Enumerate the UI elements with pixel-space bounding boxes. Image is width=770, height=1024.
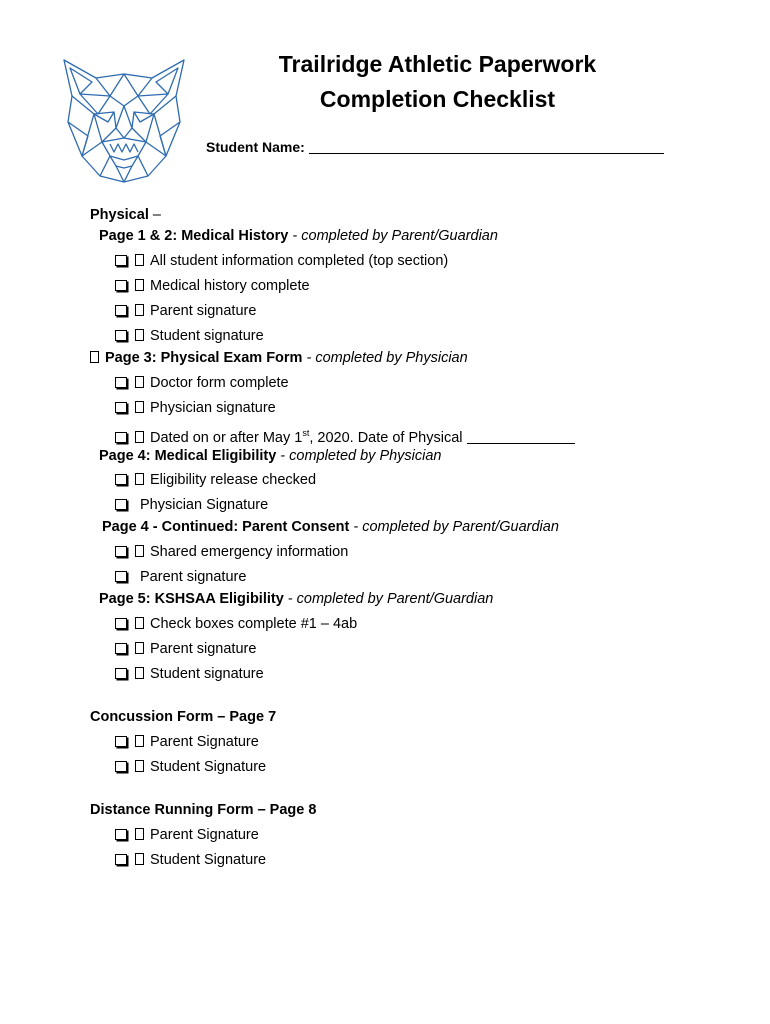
dated-suffix: , 2020. Date of Physical [309, 429, 463, 446]
section-page4c-heading [102, 518, 559, 536]
checkbox[interactable] [115, 618, 127, 629]
missing-glyph-icon [135, 304, 144, 316]
checklist-item-label: Student Signature [150, 852, 267, 868]
checklist-item-label: Parent Signature [150, 827, 259, 843]
checklist-item [115, 471, 316, 489]
date-of-physical-blank[interactable] [467, 431, 575, 444]
checklist-item-label: Parent signature [150, 303, 257, 319]
student-name-blank[interactable] [309, 141, 664, 154]
checkbox[interactable] [115, 736, 127, 747]
dated-superscript: st [302, 428, 310, 438]
physical-heading-dash: – [148, 207, 161, 223]
checkbox[interactable] [115, 668, 127, 679]
missing-glyph-icon [135, 401, 144, 413]
checklist-item-label: Check boxes complete #1 – 4ab [150, 616, 358, 632]
checkbox[interactable] [115, 255, 127, 266]
dated-prefix: Dated on or after May 1 [150, 429, 303, 446]
missing-glyph-icon [135, 431, 144, 443]
checkbox[interactable] [115, 499, 127, 510]
section-page12-label: Page 1 & 2: Medical History [99, 228, 289, 244]
missing-glyph-icon [135, 735, 144, 747]
missing-glyph-icon [135, 642, 144, 654]
student-name-label: Student Name: [206, 139, 305, 155]
missing-glyph-icon [135, 667, 144, 679]
section-page12-note: - completed by Parent/Guardian [288, 228, 498, 244]
checklist-item [115, 733, 259, 751]
checklist-item [115, 252, 448, 270]
section-page4c-label: Page 4 - Continued: Parent Consent [102, 519, 350, 535]
checkbox[interactable] [115, 643, 127, 654]
checklist-item-label: Student signature [150, 328, 264, 344]
checkbox[interactable] [115, 854, 127, 865]
checklist-item-label: Student signature [150, 666, 264, 682]
checklist-item [115, 758, 266, 776]
checklist-item [115, 826, 259, 844]
checklist-item [115, 615, 357, 633]
section-page4-label: Page 4: Medical Eligibility [99, 448, 277, 464]
checkbox[interactable] [115, 474, 127, 485]
checkbox[interactable] [115, 829, 127, 840]
checklist-item-label: Medical history complete [150, 278, 310, 294]
checklist-item-dated [115, 424, 575, 447]
section-page5-label: Page 5: KSHSAA Eligibility [99, 591, 284, 607]
missing-glyph-icon [135, 376, 144, 388]
document-title-line-2: Completion Checklist [319, 86, 556, 112]
section-page3-note: - completed by Physician [302, 350, 468, 366]
missing-glyph-icon [135, 329, 144, 341]
checkbox[interactable] [115, 432, 127, 443]
student-name-row [206, 139, 664, 155]
checklist-item-label: Parent Signature [150, 734, 259, 750]
section-page3-label: Page 3: Physical Exam Form [105, 350, 303, 366]
checklist-item-label: Parent signature [140, 569, 247, 585]
checklist-item [115, 851, 266, 869]
concussion-heading: Concussion Form – Page 7 [90, 709, 277, 725]
missing-glyph-icon [135, 254, 144, 266]
checklist-item-label: Physician Signature [140, 497, 269, 513]
checklist-item [115, 568, 246, 586]
document-title-line-1: Trailridge Athletic Paperwork [278, 51, 597, 77]
checklist-item-label: Physician signature [150, 400, 276, 416]
checklist-item [115, 302, 256, 320]
checkbox[interactable] [115, 546, 127, 557]
missing-glyph-icon [135, 279, 144, 291]
checklist-item [115, 496, 268, 514]
physical-heading-label: Physical [90, 207, 149, 223]
checklist-item [115, 277, 310, 295]
checkbox[interactable] [115, 571, 127, 582]
missing-glyph-icon [135, 853, 144, 865]
checkbox[interactable] [115, 280, 127, 291]
checkbox[interactable] [115, 402, 127, 413]
missing-glyph-icon [135, 760, 144, 772]
checklist-item [115, 640, 256, 658]
checklist-item [115, 374, 289, 392]
checklist-item [115, 327, 264, 345]
checklist-item-label: All student information completed (top section) [150, 253, 449, 269]
checklist-item-label: Eligibility release checked [150, 472, 317, 488]
section-page5-heading [99, 590, 493, 608]
missing-glyph-icon [90, 351, 99, 363]
checklist-item-label: Doctor form complete [150, 375, 289, 391]
checklist-item-label: Student Signature [150, 759, 267, 775]
missing-glyph-icon [135, 473, 144, 485]
checklist-item [115, 399, 276, 417]
physical-heading [90, 206, 161, 224]
checklist-item-label: Shared emergency information [150, 544, 349, 560]
section-page4-heading [99, 447, 442, 465]
checklist-item-label: Parent signature [150, 641, 257, 657]
section-page5-note: - completed by Parent/Guardian [283, 591, 494, 607]
checklist-item [115, 543, 348, 561]
checkbox[interactable] [115, 305, 127, 316]
checklist-item [115, 665, 264, 683]
wildcat-logo-icon [58, 56, 190, 186]
section-page3-heading [90, 349, 468, 367]
missing-glyph-icon [135, 545, 144, 557]
distance-heading: Distance Running Form – Page 8 [90, 802, 317, 818]
section-page4c-note: - completed by Parent/Guardian [349, 519, 559, 535]
missing-glyph-icon [135, 828, 144, 840]
missing-glyph-icon [135, 617, 144, 629]
checkbox[interactable] [115, 377, 127, 388]
section-page12-heading [99, 227, 498, 245]
checkbox[interactable] [115, 761, 127, 772]
checkbox[interactable] [115, 330, 127, 341]
section-page4-note: - completed by Physician [276, 448, 442, 464]
